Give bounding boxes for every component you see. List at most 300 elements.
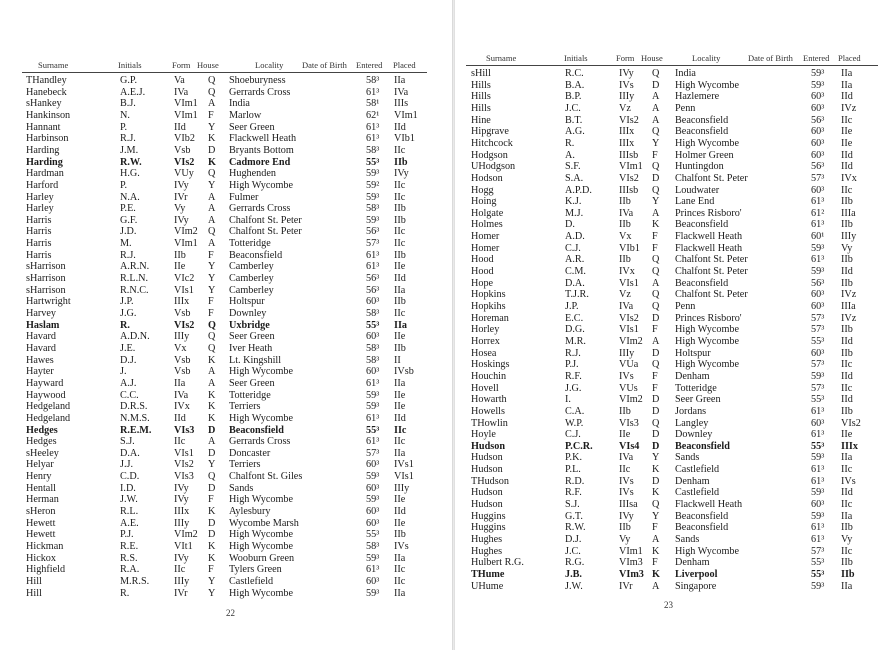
entry-house: Y [208, 273, 216, 285]
entry-surname: Hill [26, 575, 42, 587]
entry-entered: 60³ [366, 296, 380, 308]
header-entered: Entered [356, 60, 383, 70]
entry-form: IIIy [174, 517, 190, 529]
entry-entered: 57³ [811, 382, 825, 394]
entry-locality: Wycombe Marsh [229, 517, 299, 529]
entry-form: VIm2 [174, 226, 198, 238]
entry-house: A [652, 114, 660, 126]
entry-placed: Vy [841, 534, 853, 545]
entry-form: IVa [619, 207, 634, 219]
entry-initials: A.R.N. [120, 261, 150, 273]
entry-surname: sHeeley [26, 447, 59, 459]
directory-entry [0, 564, 450, 575]
entry-placed: IIe [394, 331, 406, 343]
entry-house: D [208, 529, 216, 541]
entry-locality: Beaconsfield [675, 126, 729, 138]
entry-surname: Huggins [471, 510, 506, 522]
entry-initials: R.E. [120, 541, 139, 552]
entry-form: IId [174, 412, 186, 424]
entry-entered: 60³ [811, 417, 825, 429]
entry-form: Va [174, 75, 185, 86]
entry-entered: 61³ [366, 377, 380, 389]
entry-locality: India [675, 68, 696, 79]
entry-surname: sHarrison [26, 284, 66, 296]
entry-initials: A.E.J. [120, 86, 146, 98]
entry-placed: IIc [841, 464, 853, 476]
entry-initials: C.J. [565, 429, 581, 441]
entry-initials: A.P.D. [565, 184, 592, 196]
entry-entered: 61³ [811, 405, 825, 417]
entry-surname: Holgate [471, 207, 504, 219]
entry-form: VIs1 [174, 284, 194, 296]
entry-locality: Hazlemere [675, 91, 720, 103]
entry-surname: THowlin [471, 417, 508, 429]
entry-entered: 55³ [811, 557, 825, 569]
entry-surname: Harding [26, 144, 60, 156]
entry-form: Vy [174, 203, 186, 215]
entry-locality: High Wycombe [675, 137, 739, 149]
entry-form: VIm1 [174, 238, 198, 250]
entry-form: IIc [174, 564, 186, 576]
directory-entry [456, 534, 891, 545]
entry-initials: D.J. [565, 534, 582, 545]
directory-entry [0, 390, 450, 401]
entry-form: IIIsa [619, 499, 638, 511]
entry-entered: 56³ [366, 284, 380, 296]
entry-initials: D.A. [565, 277, 585, 289]
directory-entry [456, 441, 891, 452]
entry-initials: R.N.C. [120, 284, 149, 296]
entry-initials: J.D. [120, 226, 137, 238]
entry-locality: Chalfont St. Peter [675, 172, 748, 184]
entry-house: A [652, 335, 660, 347]
entry-entered: 59³ [366, 214, 380, 226]
entry-surname: Hodgson [471, 149, 508, 161]
entry-initials: G.P. [120, 75, 137, 86]
entry-entered: 59² [366, 179, 380, 191]
entry-form: VIm1 [174, 98, 198, 110]
entry-surname: sHeron [26, 506, 56, 518]
entry-form: VIs2 [174, 459, 194, 471]
entry-placed: IIb [394, 296, 406, 308]
entry-placed: IIb [394, 203, 406, 215]
entry-surname: Hedges [26, 436, 57, 448]
entry-entered: 57³ [811, 312, 825, 324]
entry-placed: Vy [841, 242, 853, 254]
entry-initials: J.W. [565, 580, 583, 592]
entry-house: D [652, 440, 660, 452]
entry-locality: Beaconsfield [675, 440, 730, 452]
directory-entry [0, 75, 450, 86]
entry-initials: A.J. [120, 377, 137, 389]
directory-entry [456, 115, 891, 126]
directory-entry [0, 296, 450, 307]
entry-form: IIc [619, 464, 631, 476]
entry-locality: High Wycombe [229, 412, 293, 424]
entry-form: VIs1 [619, 277, 639, 289]
directory-entry [0, 518, 450, 529]
header-form: Form [172, 60, 191, 70]
directory-entry [0, 588, 450, 599]
entry-house: Y [208, 587, 216, 599]
entry-locality: Singapore [675, 580, 717, 592]
entry-placed: IVz [841, 289, 857, 301]
entry-placed: IIb [841, 347, 853, 359]
entry-initials: R.W. [565, 522, 586, 534]
entry-locality: Totteridge [229, 238, 271, 250]
directory-entry [0, 331, 450, 342]
entry-form: IVs [619, 370, 634, 382]
entry-house: D [652, 475, 660, 487]
entry-house: A [208, 98, 216, 110]
entry-entered: 61³ [811, 429, 825, 441]
directory-entry [0, 192, 450, 203]
entry-entered: 61³ [366, 261, 380, 273]
entry-locality: Aylesbury [229, 506, 271, 518]
entry-surname: sHarrison [26, 261, 66, 273]
directory-entry [456, 196, 891, 207]
directory-entry [456, 429, 891, 440]
entry-initials: J.W. [120, 494, 138, 506]
entry-house: A [208, 366, 216, 378]
entry-house: A [652, 534, 660, 545]
directory-entry [0, 576, 450, 587]
entry-placed: IIIy [394, 482, 410, 494]
directory-entry [0, 133, 450, 144]
directory-entry [456, 138, 891, 149]
entry-placed: IIc [394, 575, 406, 587]
entry-form: VUa [619, 359, 639, 371]
entry-placed: IId [841, 91, 853, 103]
entry-placed: IVz [841, 312, 857, 324]
entry-form: IVa [619, 301, 634, 312]
entry-locality: Terriers [229, 459, 261, 471]
entry-locality: Totteridge [675, 382, 717, 394]
entry-house: F [208, 308, 214, 319]
directory-entry [0, 145, 450, 156]
directory-entry [0, 273, 450, 284]
entry-initials: R.J. [120, 133, 136, 145]
entry-surname: Hedges [26, 424, 58, 436]
directory-entry [456, 371, 891, 382]
entry-form: IVy [174, 179, 189, 191]
entry-house: F [208, 249, 214, 261]
entry-locality: Chalfont St. Peter [675, 266, 748, 278]
directory-entry [0, 378, 450, 389]
entry-entered: 60³ [366, 459, 380, 471]
directory-entry [456, 150, 891, 161]
entry-entered: 59³ [811, 580, 825, 592]
page-number: 23 [664, 600, 673, 610]
entry-entered: 60³ [366, 366, 380, 378]
entry-initials: C.M. [565, 266, 586, 278]
entry-placed: IId [841, 161, 853, 173]
entry-initials: S.J. [565, 499, 580, 511]
entry-entered: 58³ [366, 354, 380, 366]
entry-initials: D.J. [120, 354, 137, 366]
right-page [456, 0, 891, 650]
entry-surname: Harding [26, 156, 63, 168]
entry-initials: B.P. [565, 91, 582, 103]
entry-form: IVy [174, 494, 189, 506]
entry-house: A [652, 277, 660, 289]
header-house: House [197, 60, 219, 70]
entry-placed: IId [394, 506, 406, 518]
entry-initials: K.J. [565, 196, 582, 208]
entry-placed: IId [841, 394, 853, 406]
entry-house: K [652, 464, 660, 476]
entry-placed: IIa [394, 377, 406, 389]
entry-surname: Hope [471, 277, 494, 289]
entry-form: IIIy [619, 91, 635, 103]
entry-entered: 59³ [366, 587, 380, 599]
entry-house: Q [652, 266, 660, 278]
entry-entered: 55³ [811, 394, 825, 406]
directory-entry [456, 487, 891, 498]
entry-locality: Wooburn Green [229, 552, 295, 564]
directory-entry [0, 366, 450, 377]
entry-house: Q [652, 499, 660, 511]
entry-form: IVx [619, 266, 635, 278]
entry-form: VIc2 [174, 273, 195, 285]
entry-placed: IIe [394, 494, 406, 506]
entry-entered: 57³ [811, 324, 825, 336]
entry-surname: Hill [26, 587, 42, 599]
entry-entered: 57³ [811, 172, 825, 184]
header-locality: Locality [255, 60, 284, 70]
entry-surname: Hentall [26, 482, 56, 494]
entry-form: VIm2 [619, 335, 643, 347]
entry-placed: IVsb [394, 366, 414, 378]
entry-placed: IIb [841, 522, 853, 534]
entry-locality: Seer Green [675, 394, 721, 406]
entry-initials: P.J. [120, 529, 134, 541]
entry-entered: 62¹ [366, 109, 380, 121]
entry-placed: IIb [394, 529, 406, 541]
entry-surname: Hood [471, 254, 494, 266]
entry-placed: IIb [394, 214, 406, 226]
entry-entered: 60³ [366, 575, 380, 587]
entry-surname: Hickox [26, 552, 56, 564]
entry-surname: Hodson [471, 172, 503, 184]
entry-placed: VIs1 [394, 471, 414, 483]
directory-entry [0, 226, 450, 237]
entry-surname: Homer [471, 242, 500, 254]
directory-entry [456, 546, 891, 557]
entry-locality: High Wycombe [229, 587, 293, 599]
entry-entered: 59³ [366, 552, 380, 564]
entry-surname: sHill [471, 68, 491, 79]
entry-surname: THume [471, 568, 505, 580]
entry-initials: C.D. [120, 471, 140, 483]
entry-house: K [208, 156, 216, 168]
entry-initials: S.A. [565, 172, 584, 184]
entry-house: D [652, 312, 660, 324]
directory-entry [0, 425, 450, 436]
directory-entry [456, 126, 891, 137]
entry-initials: J.G. [565, 382, 582, 394]
entry-house: F [652, 382, 658, 394]
entry-initials: D.A. [120, 447, 140, 459]
entry-locality: Jordans [675, 405, 707, 417]
entry-entered: 56³ [811, 161, 825, 173]
entry-form: IVa [174, 389, 189, 401]
directory-entry [456, 208, 891, 219]
entry-locality: High Wycombe [229, 529, 293, 541]
entry-placed: IId [841, 149, 853, 161]
entry-initials: D.G. [565, 324, 585, 336]
entry-placed: IIe [394, 401, 406, 413]
entry-initials: C.C. [120, 389, 139, 401]
entry-surname: Haywood [26, 389, 66, 401]
header-rule [466, 65, 878, 66]
entry-initials: W.P. [565, 417, 584, 429]
entry-locality: Gerrards Cross [229, 203, 291, 215]
entry-surname: Hills [471, 102, 491, 114]
entry-placed: IIa [394, 284, 406, 296]
entry-surname: Harris [26, 226, 52, 238]
entry-house: F [652, 231, 658, 243]
entry-house: D [208, 517, 216, 529]
entry-surname: Hedgeland [26, 401, 71, 413]
entry-surname: Hipgrave [471, 126, 509, 138]
entry-placed: IId [394, 121, 406, 133]
entry-locality: Chalfont St. Peter [229, 226, 302, 238]
directory-entry [0, 401, 450, 412]
entry-placed: IIc [394, 424, 407, 436]
entry-form: Vsb [174, 366, 191, 378]
entry-entered: 59³ [366, 471, 380, 483]
entry-entered: 57³ [811, 359, 825, 371]
entry-surname: Hartwright [26, 296, 71, 308]
entry-entered: 59³ [366, 191, 380, 203]
entry-house: Y [652, 452, 660, 464]
directory-entry [0, 110, 450, 121]
entry-entered: 59³ [811, 266, 825, 278]
directory-entry [0, 436, 450, 447]
entry-form: IVa [174, 86, 189, 98]
entry-locality: Penn [675, 301, 696, 312]
entry-placed: IIb [841, 254, 853, 266]
directory-entry [456, 383, 891, 394]
entry-surname: THandley [26, 75, 67, 86]
entry-form: IVr [174, 191, 188, 203]
entry-placed: IIb [394, 156, 408, 168]
entry-entered: 59³ [811, 68, 825, 79]
entry-placed: IIe [841, 137, 853, 149]
entry-entered: 60³ [811, 91, 825, 103]
entry-form: IIIx [174, 506, 190, 518]
directory-entry [456, 301, 891, 312]
entry-initials: J.J. [120, 459, 134, 471]
entry-initials: J.P. [120, 296, 134, 308]
header-placed: Placed [393, 60, 416, 70]
entry-form: IIIx [174, 296, 190, 308]
header-form: Form [616, 53, 635, 63]
entry-entered: 61³ [366, 564, 380, 576]
entry-form: IIb [619, 254, 631, 266]
entry-locality: High Wycombe [675, 359, 739, 371]
entry-locality: Flackwell Heath [675, 499, 743, 511]
entry-placed: IIb [841, 405, 853, 417]
entry-form: IIIy [174, 575, 190, 587]
entry-house: A [652, 580, 660, 592]
entry-entered: 60¹ [811, 231, 825, 243]
entry-house: A [652, 91, 660, 103]
entry-initials: M. [120, 238, 132, 250]
entry-placed: IId [841, 266, 853, 278]
entry-form: IIb [619, 219, 631, 231]
entry-house: Q [208, 319, 216, 331]
header-rule [22, 72, 427, 73]
book-gutter [452, 0, 455, 650]
entry-entered: 60³ [811, 289, 825, 301]
entry-initials: P. [120, 121, 128, 133]
entry-placed: IId [841, 335, 853, 347]
entry-house: Y [208, 121, 216, 133]
entry-form: IVs [619, 475, 634, 487]
entry-surname: Havard [26, 331, 56, 343]
entry-initials: R.J. [565, 347, 581, 359]
entry-initials: J.M. [120, 144, 139, 156]
entry-entered: 55³ [811, 335, 825, 347]
entry-form: VUs [619, 382, 638, 394]
entry-form: Vy [619, 534, 631, 545]
entry-surname: sHankey [26, 98, 62, 110]
entry-surname: Harford [26, 179, 59, 191]
entry-locality: Beaconsfield [675, 219, 729, 231]
entry-house: D [652, 172, 660, 184]
entry-locality: Seer Green [229, 121, 275, 133]
entry-locality: Cadmore End [229, 156, 291, 168]
entry-form: VIt1 [174, 541, 193, 552]
entry-entered: 61³ [811, 254, 825, 266]
directory-entry [0, 541, 450, 552]
directory-entry [456, 406, 891, 417]
entry-form: IIIx [619, 126, 635, 138]
entry-surname: Hughes [471, 534, 503, 545]
entry-surname: Hulbert R.G. [471, 557, 524, 569]
entry-locality: Lane End [675, 196, 715, 208]
entry-locality: Camberley [229, 284, 274, 296]
entry-initials: M.J. [565, 207, 584, 219]
directory-entry [456, 557, 891, 568]
entry-locality: High Wycombe [229, 179, 293, 191]
header-initials: Initials [118, 60, 142, 70]
entry-house: K [208, 389, 216, 401]
entry-entered: 59³ [811, 510, 825, 522]
entry-form: IIb [619, 196, 631, 208]
entry-house: Y [208, 179, 216, 191]
directory-entry [456, 394, 891, 405]
entry-locality: Castlefield [675, 487, 720, 499]
entry-placed: IIa [394, 447, 406, 459]
entry-locality: Camberley [229, 261, 274, 273]
directory-entry [456, 511, 891, 522]
entry-entered: 60³ [366, 331, 380, 343]
entry-form: IIe [619, 429, 631, 441]
entry-house: Q [208, 168, 216, 180]
entry-entered: 61³ [811, 219, 825, 231]
entry-placed: IIc [394, 191, 406, 203]
entry-locality: Tylers Green [229, 564, 282, 576]
entry-house: D [652, 394, 660, 406]
entry-placed: IIb [841, 196, 853, 208]
entry-form: Vx [619, 231, 632, 243]
entry-locality: Flackwell Heath [675, 231, 743, 243]
entry-placed: IIb [841, 219, 853, 231]
entry-house: F [208, 564, 214, 576]
